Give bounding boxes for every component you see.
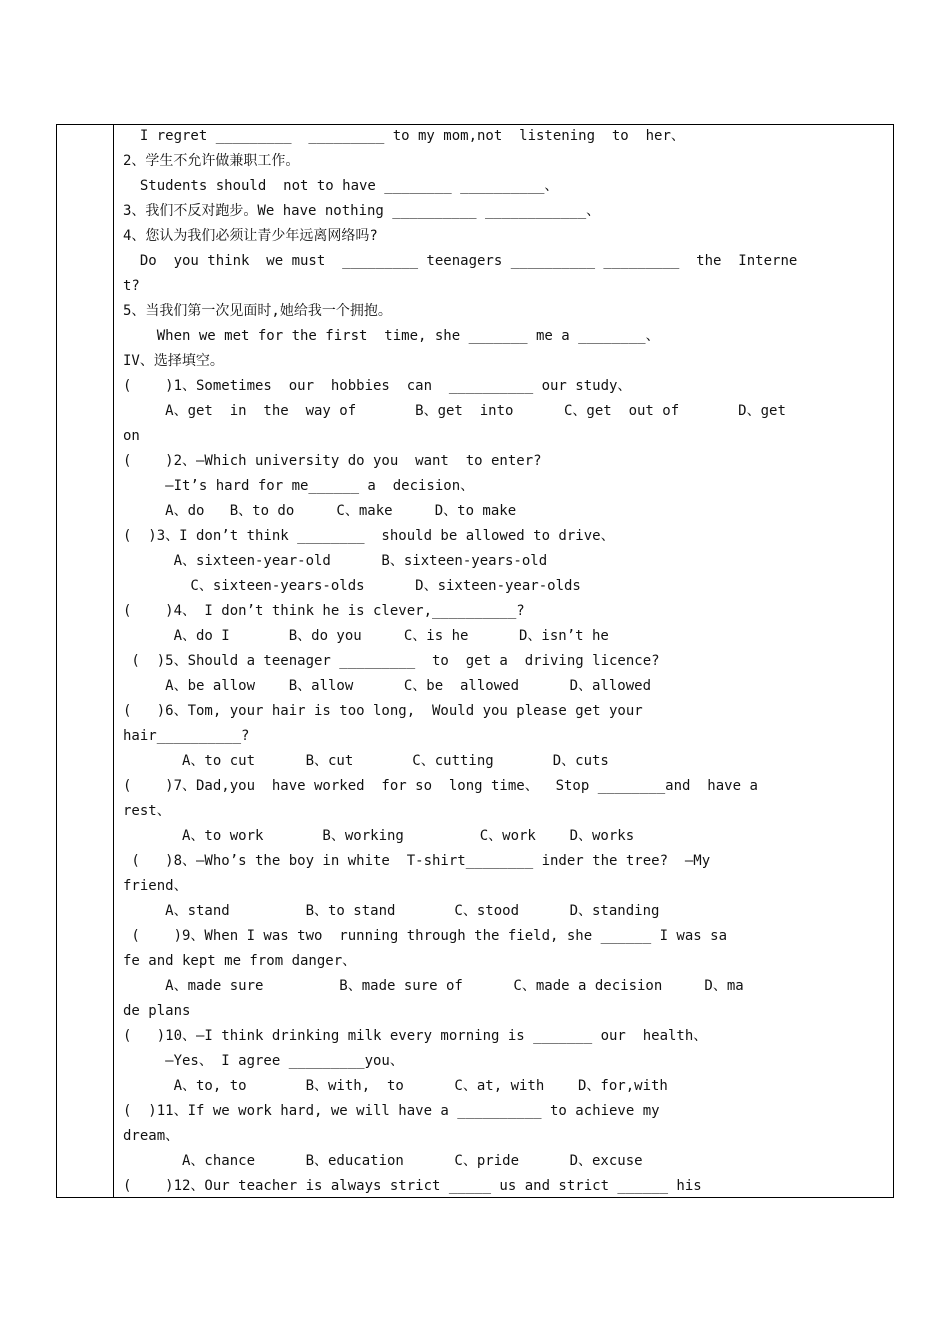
options-line: A、made sure B、made sure of C、made a decision D、ma — [123, 978, 744, 994]
text-line: fe and kept me from danger、 — [123, 953, 357, 969]
question-line: ( )9、When I was two running through the field, she ______ I was sa — [123, 928, 728, 944]
question-line: ( )11、If we work hard, we will have a __________ to achieve my — [123, 1103, 660, 1119]
worksheet-table — [56, 124, 894, 1198]
text-line: When we met for the first time, she _______ me a ________、 — [123, 328, 660, 344]
options-line: A、stand B、to stand C、stood D、standing — [123, 903, 660, 919]
question-line: ( )7、Dad,you have worked for so long time、 Stop ________and have a — [123, 778, 758, 794]
text-line: 5、当我们第一次见面时,她给我一个拥抱。 — [123, 303, 392, 319]
options-line: A、chance B、education C、pride D、excuse — [123, 1153, 643, 1169]
options-line: A、get in the way of B、get into C、get out of D、get — [123, 403, 786, 419]
worksheet-content — [123, 125, 891, 1197]
text-line: de plans — [123, 1003, 191, 1019]
text-line: Do you think we must _________ teenagers __________ _________ the Interne — [123, 253, 798, 269]
text-line: —It’s hard for me______ a decision、 — [123, 478, 475, 494]
question-line: ( )8、—Who’s the boy in white T-shirt________ inder the tree? —My — [123, 853, 711, 869]
text-line: 3、我们不反对跑步。We have nothing __________ ____________、 — [123, 203, 601, 219]
text-line: —Yes、 I agree _________you、 — [123, 1053, 404, 1069]
text-line: Students should not to have ________ __________、 — [123, 178, 559, 194]
options-line: A、be allow B、allow C、be allowed D、allowed — [123, 678, 652, 694]
text-line: I regret _________ _________ to my mom,not listening to her、 — [123, 128, 685, 144]
question-line: ( )6、Tom, your hair is too long, Would you please get your — [123, 703, 643, 719]
text-line: t? — [123, 278, 140, 294]
options-line: C、sixteen-years-olds D、sixteen-year-olds — [123, 578, 581, 594]
options-line: A、do B、to do C、make D、to make — [123, 503, 517, 519]
text-line: 2、学生不允许做兼职工作。 — [123, 153, 300, 169]
section-heading: IV、选择填空。 — [123, 353, 224, 369]
options-line: A、do I B、do you C、is he D、isn’t he — [123, 628, 609, 644]
options-line: A、to cut B、cut C、cutting D、cuts — [123, 753, 609, 769]
text-line: 4、您认为我们必须让青少年远离网络吗? — [123, 228, 378, 244]
options-line: A、to work B、working C、work D、works — [123, 828, 635, 844]
text-line: hair__________? — [123, 728, 250, 744]
text-line: friend、 — [123, 878, 188, 894]
text-line: dream、 — [123, 1128, 180, 1144]
question-line: ( )5、Should a teenager _________ to get a driving licence? — [123, 653, 660, 669]
options-line: A、sixteen-year-old B、sixteen-years-old — [123, 553, 548, 569]
question-line: ( )10、—I think drinking milk every morning is _______ our health、 — [123, 1028, 708, 1044]
question-line: ( )2、—Which university do you want to enter? — [123, 453, 542, 469]
question-line: ( )3、I don’t think ________ should be allowed to drive、 — [123, 528, 615, 544]
table-column-1 — [57, 125, 114, 1197]
question-line: ( )12、Our teacher is always strict _____ us and strict ______ his — [123, 1178, 702, 1194]
options-line: A、to, to B、with, to C、at, with D、for,with — [123, 1078, 668, 1094]
question-line: ( )1、Sometimes our hobbies can __________ our study、 — [123, 378, 632, 394]
text-line: rest、 — [123, 803, 171, 819]
text-line: on — [123, 428, 140, 444]
question-line: ( )4、 I don’t think he is clever,__________? — [123, 603, 525, 619]
